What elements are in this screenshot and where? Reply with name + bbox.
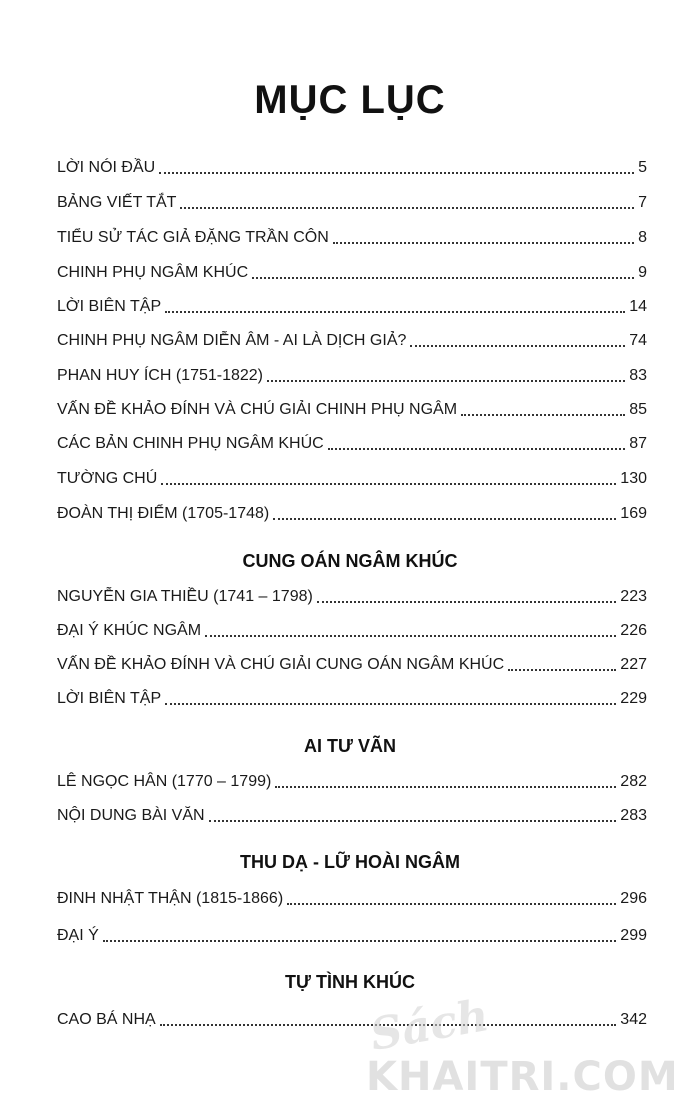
entry-label: PHAN HUY ÍCH (1751-1822)	[57, 367, 264, 384]
toc-entry	[57, 192, 647, 214]
section-heading: CUNG OÁN NGÂM KHÚC	[242, 551, 458, 571]
watermark-brand: KHAITRI.COM	[366, 1054, 679, 1100]
entry-page-number: 296	[620, 890, 647, 907]
dot-leader	[410, 345, 625, 347]
toc-entry	[57, 888, 647, 910]
page-title: MỤC LỤC	[254, 78, 446, 122]
entry-label: NGUYỄN GIA THIỀU (1741 – 1798)	[57, 588, 313, 605]
entry-label: BẢNG VIẾT TẮT	[57, 194, 177, 211]
dot-leader	[205, 635, 616, 637]
toc-entry	[57, 925, 647, 947]
entry-page-number: 130	[620, 470, 647, 487]
watermark-script: Sách	[366, 990, 493, 1061]
entry-page-number: 14	[629, 298, 647, 315]
toc-entry	[57, 330, 647, 352]
dot-leader	[165, 311, 625, 313]
entry-label: LỜI BIÊN TẬP	[57, 690, 162, 707]
dot-leader	[159, 172, 634, 174]
toc-entry	[57, 399, 647, 421]
entry-label: VẤN ĐỀ KHẢO ĐÍNH VÀ CHÚ GIẢI CHINH PHỤ NGÂM	[57, 401, 458, 418]
dot-leader	[275, 786, 616, 788]
section-heading: THU DẠ - LỮ HOÀI NGÂM	[240, 852, 460, 872]
entry-page-number: 87	[629, 435, 647, 452]
entry-page-number: 83	[629, 367, 647, 384]
entry-page-number: 226	[620, 622, 647, 639]
entry-page-number: 9	[638, 264, 647, 281]
toc-entry	[57, 688, 647, 710]
watermark-logo	[360, 990, 690, 1110]
entry-label: TIỂU SỬ TÁC GIẢ ĐẶNG TRẦN CÔN	[57, 229, 329, 246]
toc-entry	[57, 365, 647, 387]
entry-label: LÊ NGỌC HÂN (1770 – 1799)	[57, 773, 272, 790]
entry-label: CHINH PHỤ NGÂM DIỄN ÂM - AI LÀ DỊCH GIẢ?	[57, 332, 407, 349]
dot-leader	[252, 277, 634, 279]
dot-leader	[165, 703, 616, 705]
dot-leader	[161, 483, 616, 485]
toc-entry	[57, 468, 647, 490]
entry-page-number: 8	[638, 229, 647, 246]
entry-label: VẤN ĐỀ KHẢO ĐÍNH VÀ CHÚ GIẢI CUNG OÁN NGÂM KHÚC	[57, 656, 505, 673]
entry-page-number: 5	[638, 159, 647, 176]
entry-label: LỜI BIÊN TẬP	[57, 298, 162, 315]
entry-page-number: 74	[629, 332, 647, 349]
toc-entry	[57, 227, 647, 249]
toc-entry	[57, 262, 647, 284]
entry-page-number: 227	[620, 656, 647, 673]
toc-entry	[57, 620, 647, 642]
dot-leader	[508, 669, 616, 671]
dot-leader	[287, 903, 616, 905]
entry-page-number: 169	[620, 505, 647, 522]
toc-entry	[57, 503, 647, 525]
dot-leader	[180, 207, 634, 209]
entry-label: ĐẠI Ý	[57, 927, 99, 944]
toc-entry	[57, 433, 647, 455]
entry-label: CÁC BẢN CHINH PHỤ NGÂM KHÚC	[57, 435, 324, 452]
toc-entry	[57, 157, 647, 179]
entry-label: ĐINH NHẬT THẬN (1815-1866)	[57, 890, 284, 907]
entry-label: ĐẠI Ý KHÚC NGÂM	[57, 622, 202, 639]
section-heading: TỰ TÌNH KHÚC	[285, 972, 415, 992]
entry-page-number: 283	[620, 807, 647, 824]
entry-page-number: 7	[638, 194, 647, 211]
entry-page-number: 282	[620, 773, 647, 790]
dot-leader	[209, 820, 617, 822]
dot-leader	[328, 448, 626, 450]
toc-entry	[57, 654, 647, 676]
entry-label: CHINH PHỤ NGÂM KHÚC	[57, 264, 249, 281]
entry-label: CAO BÁ NHẠ	[57, 1011, 156, 1028]
entry-label: ĐOÀN THỊ ĐIỂM (1705-1748)	[57, 505, 270, 522]
entry-page-number: 85	[629, 401, 647, 418]
toc-entry	[57, 771, 647, 793]
dot-leader	[461, 414, 625, 416]
toc-entry	[57, 586, 647, 608]
dot-leader	[103, 940, 617, 942]
entry-label: LỜI NÓI ĐẦU	[57, 159, 156, 176]
toc-entry	[57, 296, 647, 318]
section-heading: AI TƯ VÃN	[304, 736, 396, 756]
dot-leader	[273, 518, 616, 520]
dot-leader	[333, 242, 634, 244]
dot-leader	[267, 380, 625, 382]
toc-entry	[57, 805, 647, 827]
entry-page-number: 342	[620, 1011, 647, 1028]
entry-label: NỘI DUNG BÀI VĂN	[57, 807, 205, 824]
entry-page-number: 223	[620, 588, 647, 605]
entry-page-number: 299	[620, 927, 647, 944]
entry-label: TƯỜNG CHÚ	[57, 470, 158, 487]
dot-leader	[317, 601, 616, 603]
entry-page-number: 229	[620, 690, 647, 707]
